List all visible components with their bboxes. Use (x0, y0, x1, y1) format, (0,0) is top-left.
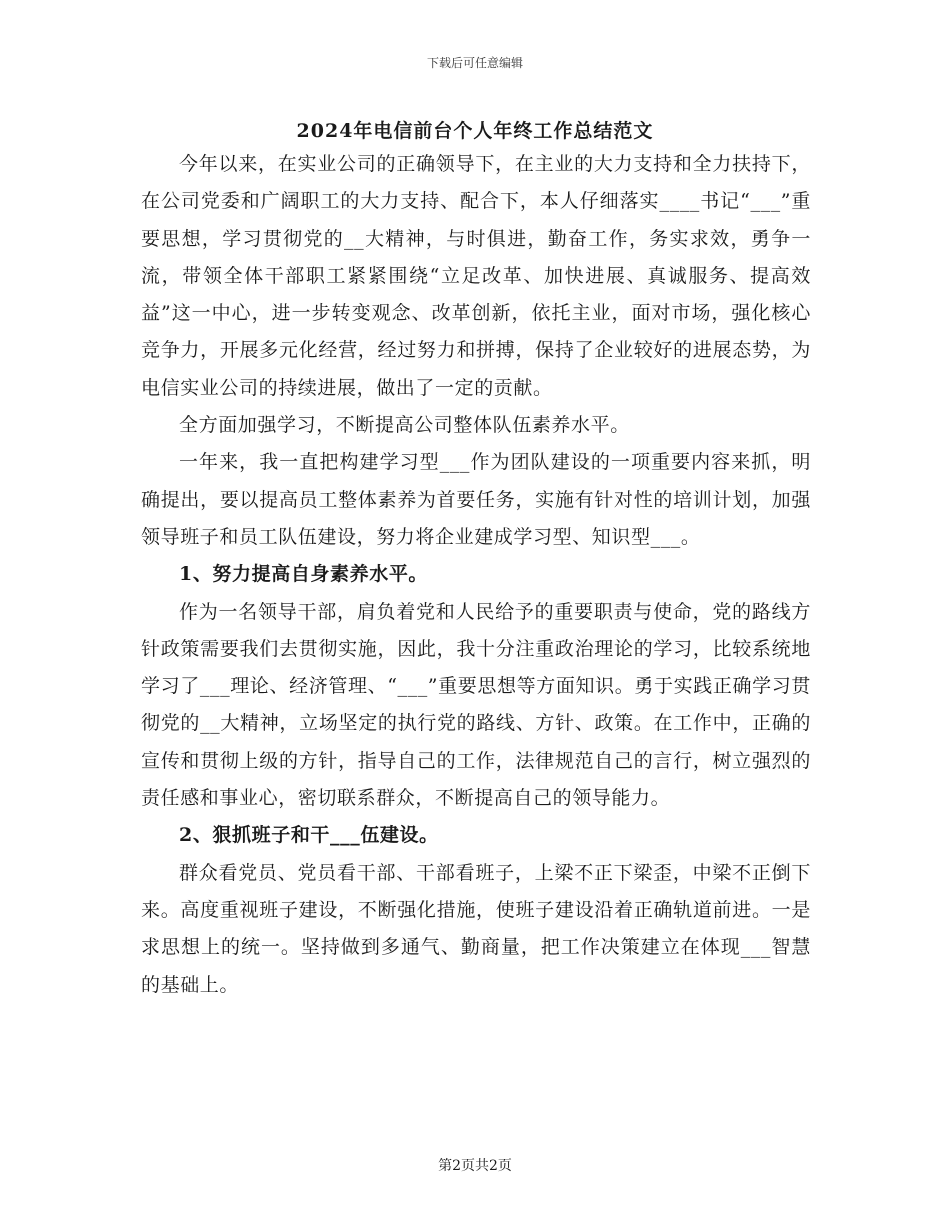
subheading-team-building: 2、狠抓班子和干___伍建设。 (179, 824, 439, 847)
paragraph-learning: 一年来，我一直把构建学习型___作为团队建设的一项重要内容来抓，明确提出，要以提高员工整体素养为首要任务，实施有针对性的培训计划，加强领导班子和员工队伍建设，努力将企业建成学习型、知识型___。 (141, 451, 811, 548)
paragraph-section-heading: 全方面加强学习，不断提高公司整体队伍素养水平。 (179, 414, 630, 437)
paragraph-team-building: 群众看党员、党员看干部、干部看班子，上梁不正下梁歪，中梁不正倒下来。高度重视班子建设，不断强化措施，使班子建设沿着正确轨道前进。一是求思想上的统一。坚持做到多通气、勤商量，把工作决策建立在体现___智慧的基础上。 (141, 861, 811, 996)
subheading-self-improvement: 1、努力提高自身素养水平。 (179, 563, 429, 586)
paragraph-intro: 今年以来，在实业公司的正确领导下，在主业的大力支持和全力扶持下，在公司党委和广阔职工的大力支持、配合下，本人仔细落实____书记“___”重要思想，学习贯彻党的__大精神，与时俱进，勤奋工作，务实求效，勇争一流，带领全体干部职工紧紧围绕“立足改革、加快进展、真诚服务、提高效益”这一中心，进一步转变观念、改革创新，依托主业，面对市场，强化核心竞争力，开展多元化经营，经过努力和拼搏，保持了企业较好的进展态势，为电信实业公司的持续进展，做出了一定的贡献。 (141, 153, 811, 399)
header-note: 下载后可任意编辑 (426, 56, 523, 70)
document-body (141, 146, 811, 1004)
document-title: 2024年电信前台个人年终工作总结范文 (296, 120, 654, 142)
page-number: 第2页共2页 (438, 1158, 512, 1174)
paragraph-self-improvement: 作为一名领导干部，肩负着党和人民给予的重要职责与使命，党的路线方针政策需要我们去贯彻实施，因此，我十分注重政治理论的学习，比较系统地学习了___理论、经济管理、“___”重要思想等方面知识。勇于实践正确学习贯彻党的__大精神，立场坚定的执行党的路线、方针、政策。在工作中，正确的宣传和贯彻上级的方针，指导自己的工作，法律规范自己的言行，树立强烈的责任感和事业心，密切联系群众，不断提高自己的领导能力。 (141, 600, 811, 810)
